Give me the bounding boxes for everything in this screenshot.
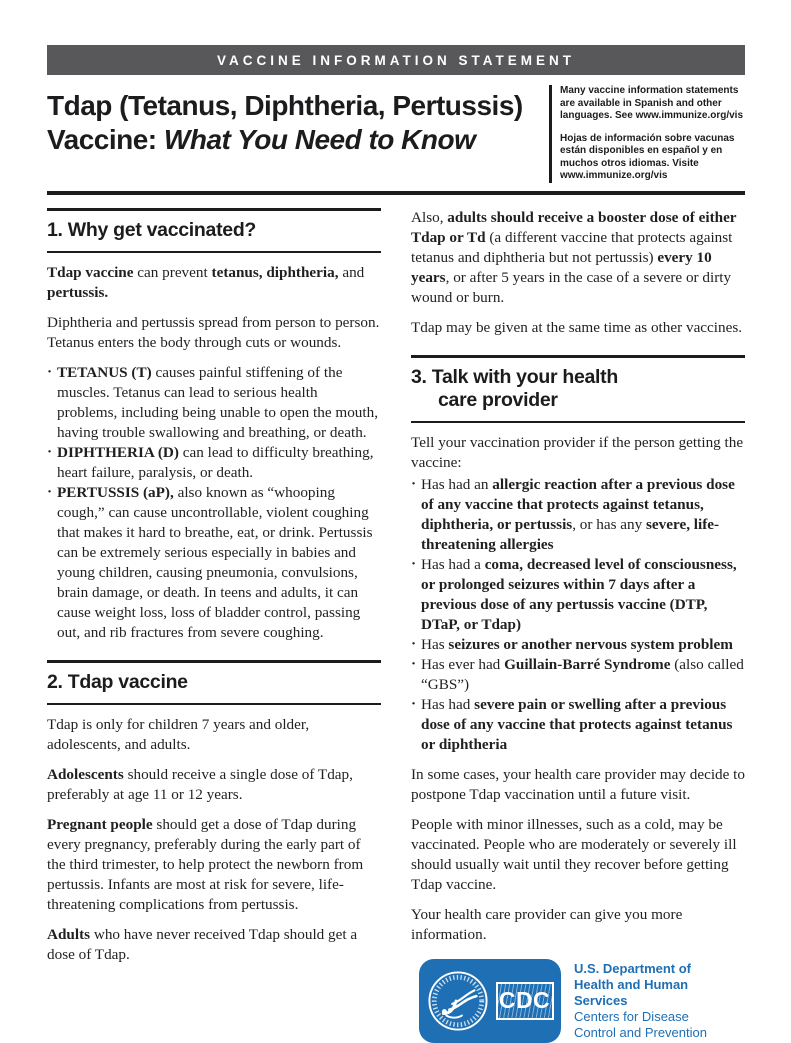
- cdc-logo-badge: [419, 959, 561, 1043]
- provider-warning-bullet-list: [411, 475, 745, 755]
- text-run: who have never received Tdap should get a dose of Tdap.: [47, 925, 358, 963]
- section-1-heading: 1. Why get vaccinated?: [47, 208, 381, 253]
- text-run: Tell your vaccination provider if the person getting the vaccine:: [411, 433, 744, 471]
- text-run: and: [338, 263, 365, 281]
- title-line2-regular: Vaccine:: [47, 124, 164, 155]
- bullet-item-severe-pain: [411, 695, 745, 755]
- text-run: tetanus, diphtheria,: [211, 263, 339, 281]
- agency-line-1: Centers for Disease: [574, 1008, 689, 1024]
- cdc-acronym: CDC: [496, 982, 554, 1020]
- paragraph: [411, 208, 745, 308]
- text-run: Has: [421, 635, 449, 653]
- header-divider: [47, 191, 745, 195]
- text-run: Also,: [411, 208, 448, 226]
- paragraph: [47, 313, 381, 353]
- title-line-1: Tdap (Tetanus, Diphtheria, Pertussis): [47, 90, 523, 121]
- hhs-eagle-seal-icon: [427, 970, 489, 1032]
- paragraph: [411, 433, 745, 473]
- text-run: , or after 5 years in the case of a severe or dirty wound or burn.: [411, 268, 732, 306]
- text-run: Your health care provider can give you more information.: [411, 905, 683, 943]
- text-run: should get a dose of Tdap during every pregnancy, preferably during the early part of the third trimester, to help protect the newborn from pertussis. Infants are most at risk for severe, life-threatening complications from pertussis.: [47, 815, 364, 913]
- text-run: Diphtheria and pertussis spread from person to person. Tetanus enters the body through cuts or wounds.: [47, 313, 380, 351]
- text-run: Has had: [421, 695, 475, 713]
- text-run: severe pain or swelling after a previous dose of any vaccine that protects against tetanus or diphtheria: [421, 695, 733, 753]
- title-line-2: [47, 123, 549, 157]
- right-column: [411, 208, 745, 1043]
- vis-banner: [47, 45, 745, 75]
- dept-line-2: Health and Human Services: [574, 976, 689, 1008]
- text-run: should receive a single dose of Tdap, preferably at age 11 or 12 years.: [47, 765, 353, 803]
- paragraph: [47, 815, 381, 915]
- bullet-item-gbs: [411, 655, 745, 695]
- text-run: Has had a: [421, 555, 485, 573]
- cdc-hhs-logo: [419, 959, 745, 1043]
- notice-english: Many vaccine information statements are available in Spanish and other languages. See www.immunize.org/vis: [560, 85, 744, 121]
- banner-title: VACCINE INFORMATION STATEMENT: [217, 53, 575, 68]
- bullet-item-diphtheria: [47, 443, 381, 483]
- text-run: can prevent: [133, 263, 212, 281]
- text-run: Has ever had: [421, 655, 505, 673]
- section-3-heading: [411, 355, 745, 423]
- bullet-item-allergic-reaction: [411, 475, 745, 555]
- text-run: Guillain-Barré Syndrome: [504, 655, 671, 673]
- paragraph: [47, 765, 381, 805]
- title-line2-italic: What You Need to Know: [163, 124, 476, 155]
- text-run: seizures or another nervous system problem: [448, 635, 733, 653]
- bullet-item-tetanus: [47, 363, 381, 443]
- text-run: adults should receive a booster dose of either Tdap or Td: [411, 208, 737, 246]
- text-run: Tdap vaccine: [47, 263, 134, 281]
- text-run: (a different vaccine that protects against tetanus and diphtheria but not pertussis): [411, 228, 733, 266]
- text-run: Adolescents: [47, 765, 124, 783]
- text-run: Adults: [47, 925, 91, 943]
- text-run: can lead to difficulty breathing, heart failure, paralysis, or death.: [57, 443, 374, 481]
- bullet-item-pertussis: [47, 483, 381, 643]
- text-run: (also called “GBS”): [421, 655, 744, 693]
- text-run: DIPHTHERIA (D): [57, 443, 179, 461]
- text-run: Pregnant people: [47, 815, 153, 833]
- text-run: Has had an: [421, 475, 493, 493]
- hhs-text-block: [574, 961, 745, 1041]
- agency-line-2: Control and Prevention: [574, 1024, 707, 1040]
- text-run: TETANUS (T): [57, 363, 152, 381]
- paragraph: [411, 765, 745, 805]
- section-3-heading-line-1: 3. Talk with your health: [411, 365, 618, 388]
- dept-line-1: U.S. Department of: [574, 960, 692, 976]
- document-header: [47, 85, 745, 183]
- text-run: allergic reaction after a previous dose of any vaccine that protects against tetanus, diphtheria, or pertussis: [421, 475, 735, 533]
- language-notice: [549, 85, 745, 183]
- disease-bullet-list: [47, 363, 381, 643]
- paragraph: [411, 815, 745, 895]
- text-run: Tdap may be given at the same time as other vaccines.: [411, 318, 743, 336]
- paragraph: [47, 715, 381, 755]
- text-run: pertussis.: [47, 283, 109, 301]
- bullet-item-coma-seizures: [411, 555, 745, 635]
- text-run: causes painful stiffening of the muscles. Tetanus can lead to serious health problems, including being unable to open the mouth, having trouble swallowing and breathing, or death.: [57, 363, 378, 441]
- section-2-heading: 2. Tdap vaccine: [47, 660, 381, 705]
- text-run: every 10 years: [411, 248, 712, 286]
- document-title: [47, 85, 549, 157]
- text-run: also known as “whooping cough,” can cause uncontrollable, violent coughing that makes it hard to breathe, eat, or drink. Pertussis can be extremely serious especially in babies and young children, causing pneumonia, convulsions, brain damage, or death. In teens and adults, it can cause weight loss, loss of bladder control, passing out, and rib fractures from severe coughing.: [57, 483, 373, 641]
- paragraph: [47, 925, 381, 965]
- text-run: , or has any: [572, 515, 647, 533]
- text-run: In some cases, your health care provider may decide to postpone Tdap vaccination until a future visit.: [411, 765, 745, 803]
- notice-spanish: Hojas de información sobre vacunas están disponibles en español y en muchos otros idiomas. Visite www.immunize.org/vis: [560, 132, 735, 181]
- text-run: coma, decreased level of consciousness, or prolonged seizures within 7 days after a previous dose of any pertussis vaccine (DTP, DTaP, or Tdap): [421, 555, 737, 633]
- section-3-heading-line-2: care provider: [438, 388, 558, 411]
- text-run: severe, life-threatening allergies: [421, 515, 720, 553]
- text-run: Tdap is only for children 7 years and older, adolescents, and adults.: [47, 715, 310, 753]
- left-column: [47, 208, 381, 1043]
- paragraph: [411, 318, 745, 338]
- text-run: People with minor illnesses, such as a cold, may be vaccinated. People who are moderately or severely ill should usually wait until they recover before getting Tdap vaccine.: [411, 815, 737, 893]
- paragraph: [47, 263, 381, 303]
- text-run: PERTUSSIS (aP),: [57, 483, 174, 501]
- content-columns: [47, 208, 745, 1043]
- paragraph: [411, 905, 745, 945]
- bullet-item-nervous-system: [411, 635, 745, 655]
